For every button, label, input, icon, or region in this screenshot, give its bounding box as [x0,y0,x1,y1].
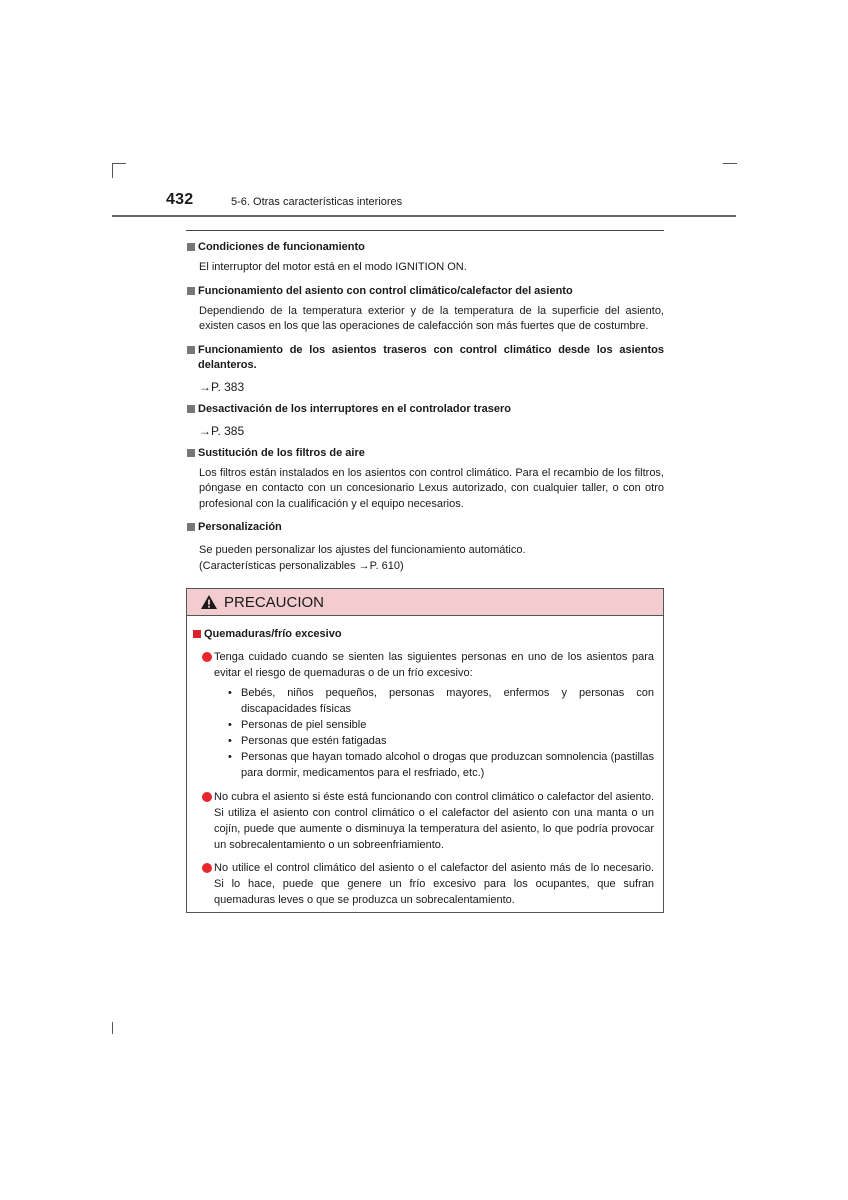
square-bullet-icon [187,523,195,531]
content-body [186,230,664,574]
caution-text: Tenga cuidado cuando se sienten las siguientes personas en uno de los asientos para evitar el riesgo de quemaduras o de un frío excesivo: [214,651,654,679]
section-heading: Sustitución de los filtros de aire [198,446,365,459]
caution-bullet [192,789,657,853]
section-text: Se pueden personalizar los ajustes del funcionamiento automático. [199,544,526,556]
crop-mark [112,163,113,178]
caution-title: PRECAUCION [224,593,325,611]
section-text: (Características personalizables →P. 610) [199,559,404,572]
section-item [186,402,664,438]
section-heading: Personalización [198,521,282,533]
square-bullet-icon [193,630,201,638]
list-item: • Personas que estén fatigadas [228,735,387,747]
section-item [186,520,664,574]
sub-list [202,685,654,781]
page-number: 432 [166,191,194,208]
header-rule [112,215,736,217]
caution-box [186,588,664,913]
list-item: • Bebés, niños pequeños, personas mayores, enfermos y personas con discapacidades físicas [228,687,654,715]
section-heading: Funcionamiento de los asientos traseros con control climático desde los asientos delanteros. [198,343,664,371]
caution-header [187,589,663,616]
list-item: • Personas que hayan tomado alcohol o drogas que produzcan somnolencia (pastillas para dormir, medicamentos para el resfriado, etc.) [228,751,654,779]
square-bullet-icon [187,449,195,457]
square-bullet-icon [187,243,195,251]
list-item-text: Personas que estén fatigadas [241,735,387,747]
page-reference: →P. 385 [199,423,245,438]
section-text: Dependiendo de la temperatura exterior y de la temperatura de la superficie del asiento, existen casos en los que las operaciones de calefacción son más fuertes que de costumbre. [199,304,664,332]
section-heading: Desactivación de los interruptores en el controlador trasero [198,402,511,415]
crop-mark [723,163,737,164]
section-item [186,343,664,394]
section-heading: Condiciones de funcionamiento [198,241,365,253]
caution-text: No cubra el asiento si éste está funcionando con control climático o calefactor del asiento. Si utiliza el asiento con control climático o el calefactor del asiento con una manta o un cojín, puede que aumente o disminuya la temperatura del asiento, lo que podría provocar un sobrecalentamiento o un sobreenfriamiento. [214,791,654,851]
list-item-text: Personas de piel sensible [241,719,367,731]
red-dot-icon [202,792,212,802]
caution-text: No utilice el control climático del asiento o el calefactor del asiento más de lo necesario. Si lo hace, puede que genere un frío excesivo para los ocupantes, que sufran quemaduras leves o que se produzca un sobrecalentamiento. [214,862,654,906]
list-item-text: Bebés, niños pequeños, personas mayores, enfermos y personas con discapacidades físicas [241,687,654,715]
page-reference: →P. 383 [199,379,245,394]
caution-body [187,616,663,908]
caution-bullet [192,860,657,908]
list-item: • Personas de piel sensible [228,719,367,731]
square-bullet-icon [187,346,195,354]
crop-mark [112,1022,113,1034]
list-item-text: Personas que hayan tomado alcohol o drogas que produzcan somnolencia (pastillas para dormir, medicamentos para el resfriado, etc.) [241,751,654,779]
section-item [186,240,664,276]
section-heading: Funcionamiento del asiento con control climático/calefactor del asiento [198,284,573,297]
square-bullet-icon [187,287,195,295]
section-item [186,284,664,335]
red-dot-icon [202,652,212,662]
crop-mark [112,163,126,164]
section-item [186,446,664,513]
caution-bullet [192,649,657,783]
section-text: El interruptor del motor está en el modo IGNITION ON. [199,261,467,273]
section-title: 5-6. Otras características interiores [231,196,403,208]
section-text: Los filtros están instalados en los asientos con control climático. Para el recambio de los filtros, póngase en contacto con un concesionario Lexus autorizado, con cualquier taller, o con otro profesional con la cualificación y el equipo necesarios. [199,466,664,510]
red-dot-icon [202,863,212,873]
caution-heading: Quemaduras/frío excesivo [204,628,342,640]
square-bullet-icon [187,405,195,413]
warning-icon [200,594,218,610]
